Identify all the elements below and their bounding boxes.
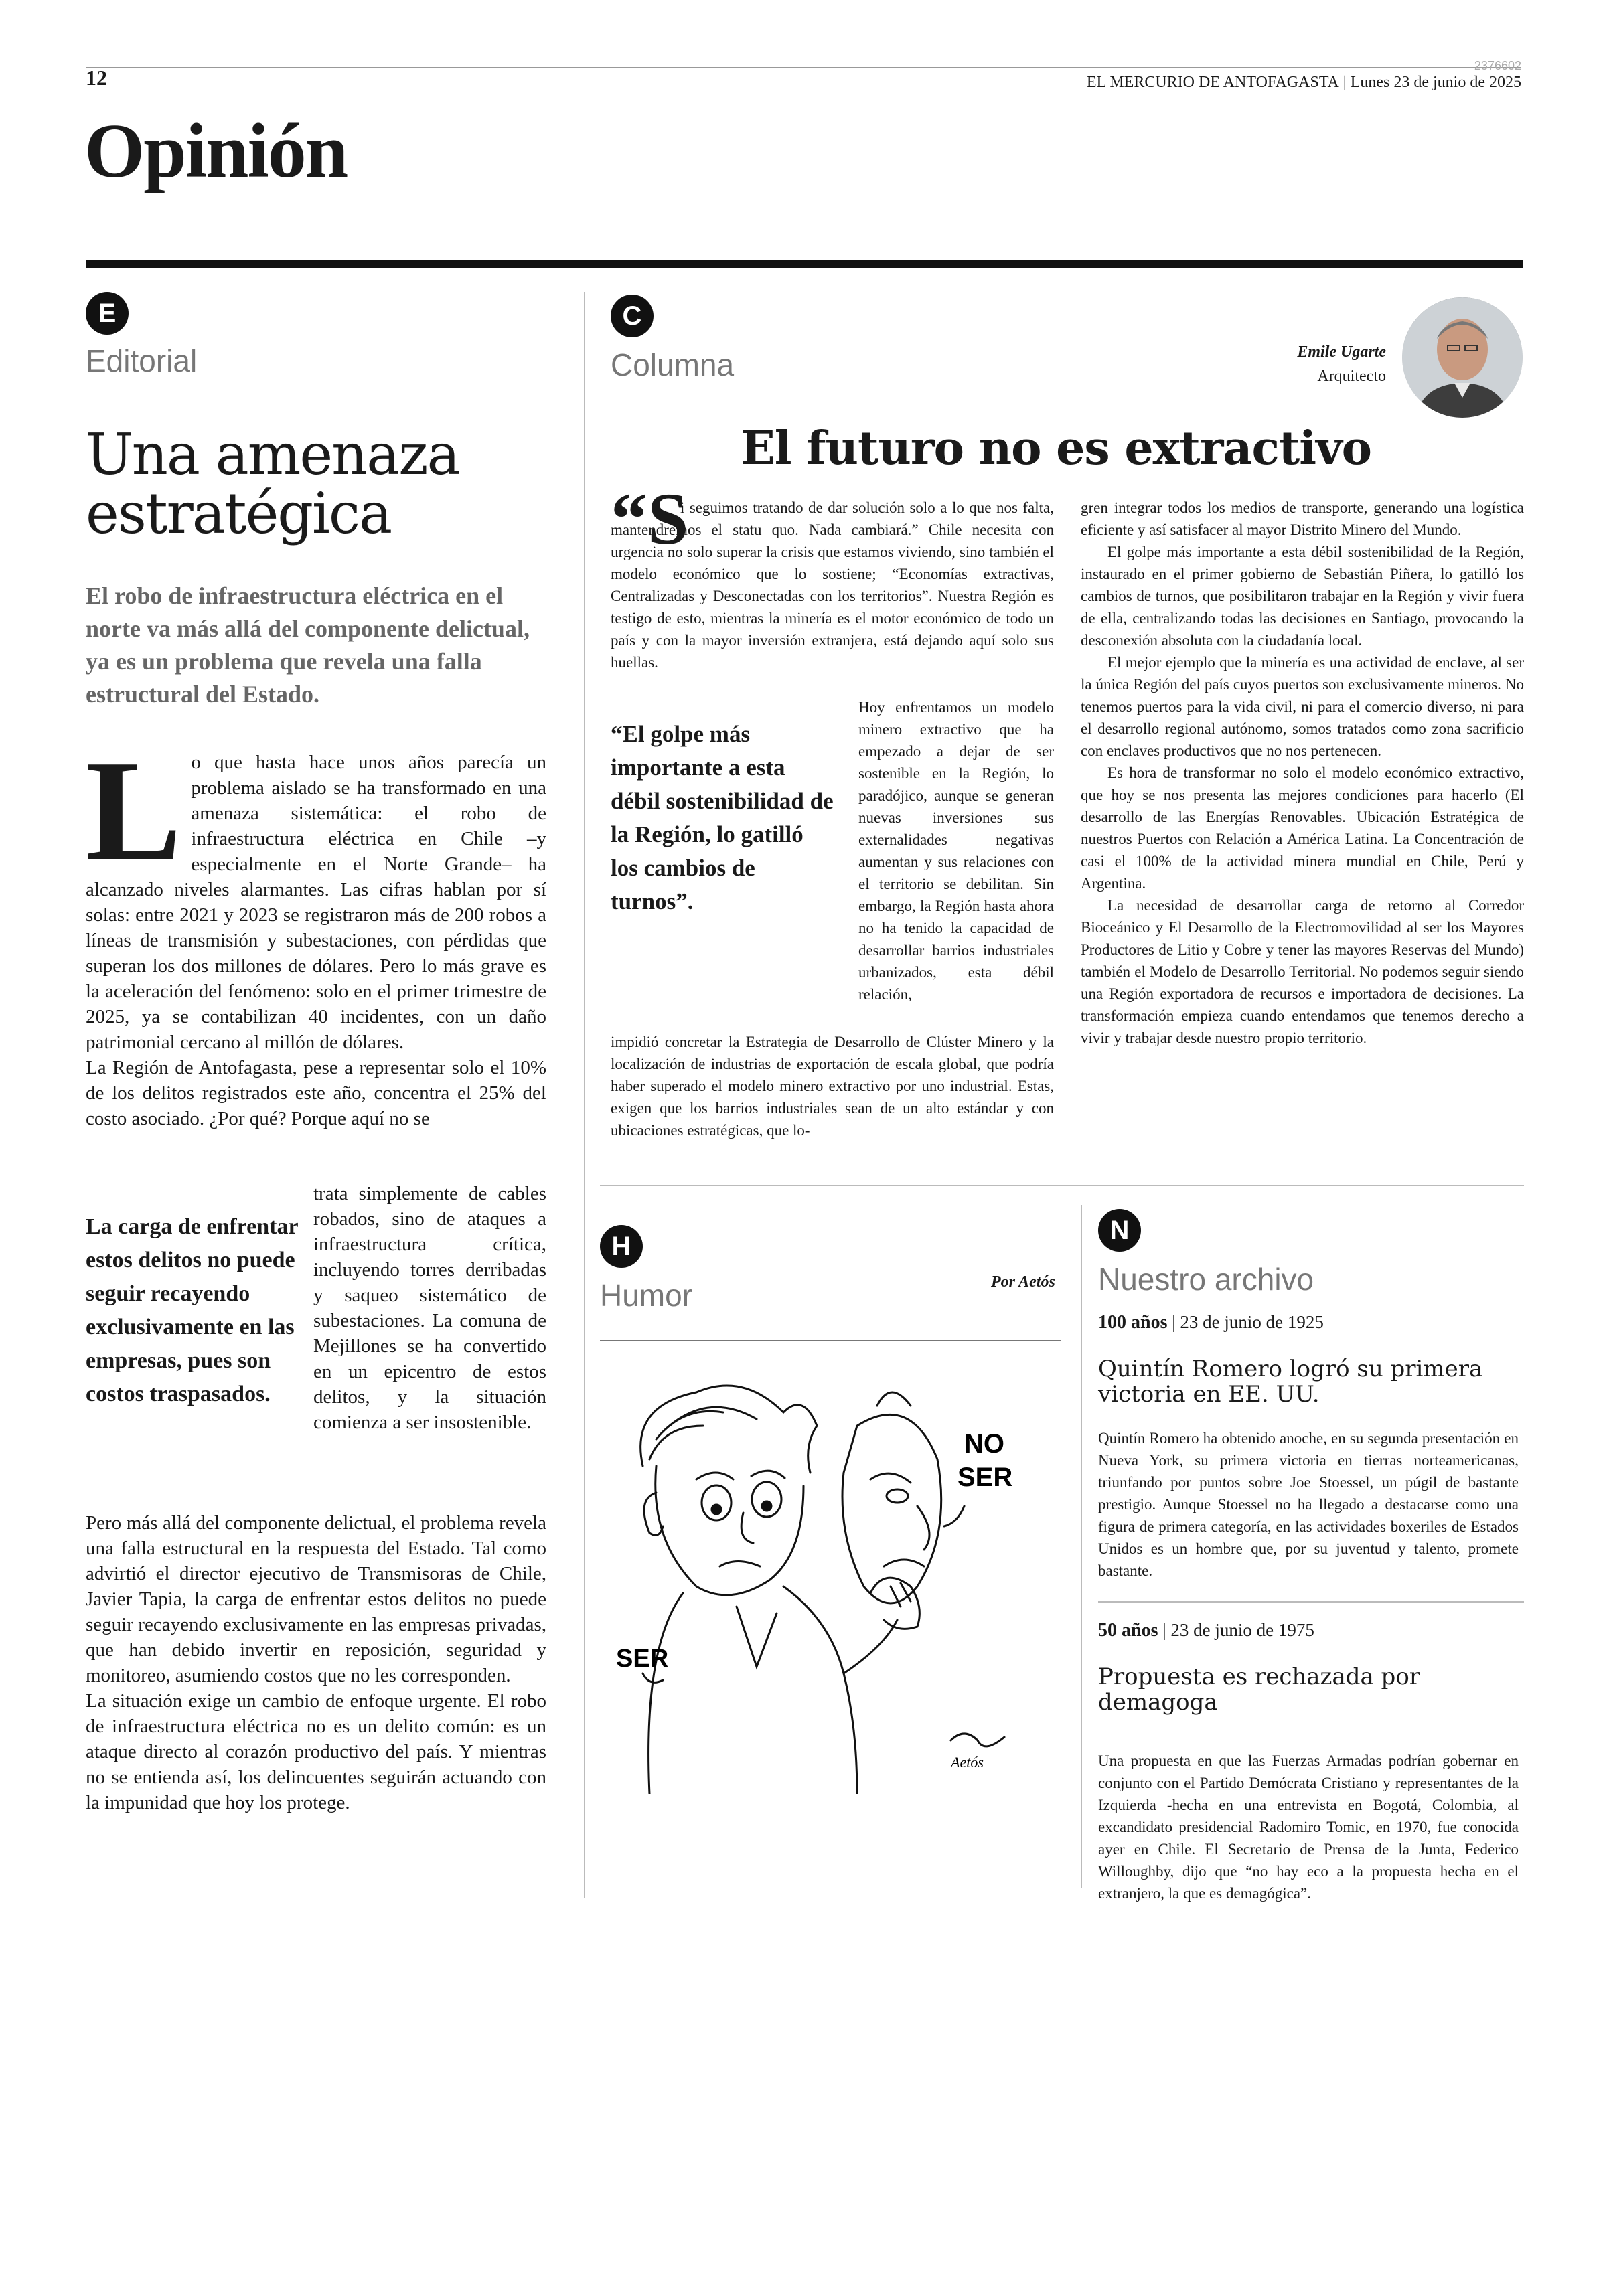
editorial-paragraph: La Región de Antofagasta, pese a representar solo el 10% de los delitos registrados este año, concentra el 25% del costo asociado. ¿Por qué? Porque aquí no se [86,1057,546,1129]
column-paragraph: Hoy enfrentamos un modelo minero extractivo que ha empezado a dejar de ser sostenible en la Región, lo paradójico, aunque se generan nuevas inversiones sus externalidades negativas aumentan y sus relaciones con el territorio se debilitan. Sin embargo, la Región hasta ahora no ha tenido la capacidad de desarrollar barrios industriales urbanizados, esta débil relación, [858,699,1054,1003]
page-number: 12 [86,66,107,90]
column-author-name: Emile Ugarte [1297,343,1386,361]
masthead: EL MERCURIO DE ANTOFAGASTA | Lunes 23 de junio de 2025 [1086,74,1521,91]
editorial-lead: El robo de infraestructura eléctrica en el norte va más allá del componente delictual, ya es un problema que revela una falla estructural del Estado. [86,582,530,708]
column-pull-quote: “El golpe más importante a esta débil sostenibilidad de la Región, lo gatilló los cambios de turnos”. [611,721,834,914]
editorial-badge: E [86,292,129,335]
column-dropcap: “S [611,478,689,560]
editorial-body-top [86,730,546,1131]
column-badge: C [611,295,654,337]
issue-date: Lunes 23 de junio de 2025 [1350,74,1521,91]
author-photo [1402,297,1523,418]
humor-label: Humor [600,1278,693,1313]
archive-item-title: Quintín Romero logró su primera victoria en EE. UU. [1098,1356,1483,1408]
archive-separator [1098,1601,1524,1603]
editorial-body-bottom [86,1510,546,1815]
column-author-block [1297,340,1386,388]
column-title: El futuro no es extractivo [740,422,1372,475]
editorial-title: Una amenaza estratégica [86,422,459,546]
page-code: 2376602 [1474,59,1521,72]
column-bottom-rule [600,1185,1524,1186]
column-paragraph: Es hora de transformar no solo el modelo económico extractivo, que hoy se nos presenta las mejores condiciones para hacerlo (El desarrollo de las Energías Renovables. Ubicación Estratégica de nuestros Puertos con Relación a América Latina. La Concentración de casi el 100% de la actividad minera mundial en Chile, Perú y Argentina. [1081,764,1524,892]
column-paragraph: La necesidad de desarrollar carga de retorno al Corredor Bioceánico y El Desarrollo de la Electromovilidad al ser los Mayores Productores de Litio y Cobre y tener las mayores Reservas del Mundo) también el Modelo de Desarrollo Territorial. No podemos seguir siendo una Región exportadora de recursos e importadora de decisiones. La transformación empieza cuando entendamos que tenemos derecho a vivir y trabajar desde nuestro propio territorio. [1081,897,1524,1046]
editorial-paragraph: o que hasta hace unos años parecía un problema aislado se ha transformado en una amenaza sistemática: el robo de infraestructura eléctrica en Chile –y especialmente en el Norte Grande– ha alcanzado niveles alarmantes. Las cifras hablan por sí solas: entre 2021 y 2023 se registraron más de 200 robos a líneas de transmisión y subestaciones, con pérdidas que superan los dos millones de dólares. Pero lo más grave es la aceleración del fenómeno: solo en el primer trimestre de 2025, ya se contabilizan 40 incidentes, con un daño patrimonial cercano al millón de dólares. [86,752,546,1053]
archive-item [1098,1312,1519,1582]
section-rule [86,260,1523,268]
archive-item-header: 100 años | 23 de junio de 1925 [1098,1312,1324,1333]
humor-rule [600,1340,1061,1341]
author-portrait-icon [1402,297,1523,418]
editorial-label: Editorial [86,343,198,378]
column-paragraph: i seguimos tratando de dar solución solo a lo que nos falta, mantendremos el statu quo. Nada cambiará.” Chile necesita con urgencia no solo superar la crisis que estamos viviendo, sino también el modelo económico que lo sostiene; “Economías extractivas, Centralizadas y Desconectadas con los territorios”. Nuestra Región es testigo de esto, mientras la minería es el motor económico de todo un país y con la mayor inversión extranjera, está dejando aquí solo sus huellas. [611,499,1054,671]
archive-badge: N [1098,1209,1141,1252]
archive-divider [1081,1205,1082,1888]
column-paragraph: impidió concretar la Estrategia de Desarrollo de Clúster Minero y la localización de industrias de exportación de escala global, que podría haber superado el modelo minero extractivo por uno industrial. Estas, exigen que los barrios industriales sean de un alto estándar y con ubicaciones estratégicas, que lo- [611,1034,1054,1139]
editorial-dropcap: L [86,730,182,890]
column-paragraph: gren integrar todos los medios de transporte, generando una logística eficiente y así satisfacer al mayor Distrito Minero del Mundo. [1081,499,1524,538]
archive-item-header: 50 años | 23 de junio de 1975 [1098,1620,1314,1641]
cartoon-word-right-bottom: SER [958,1463,1013,1492]
archive-date: 23 de junio de 1975 [1170,1620,1314,1640]
editorial-side-text: trata simplemente de cables robados, sino de ataques a infraestructura crítica, incluyendo torres derribadas y saqueo sistemático de subestaciones. La comuna de Mejillones se ha convertido en un epicentro de estos delitos, y la situación comienza a ser insostenible. [313,1183,546,1433]
top-rule [86,67,1521,68]
cartoon-word-right-top: NO [964,1429,1004,1459]
column-paragraph: El mejor ejemplo que la minería es una actividad de enclave, al ser la única Región del país cuyos puertos son exclusivamente mineros. No tenemos puertos para la vida civil, ni para el comercio diverso, ni para el desarrollo regional autónomo, somos tratados como zona sacrificio con enclaves productivos que no nos pertenecen. [1081,654,1524,759]
cartoon-word-left: SER [616,1645,669,1673]
archive-item-body: Una propuesta en que las Fuerzas Armadas podrían gobernar en conjunto con el Partido Demócrata Cristiano y representantes de la Izquierda -hecha en una entrevista en Bogotá, Colombia, al excandidato presidencial Radomiro Tomic, en 1970, fue conocida ayer en Chile. El Secretario de Prensa de la Junta, Federico Willoughby, dijo que “no hay eco a la propuesta hecha en el extranjero, la que es demagógica”. [1098,1752,1519,1902]
archive-item-title: Propuesta es rechazada por demagoga [1098,1663,1421,1716]
column-right-text [1081,497,1524,1049]
column-paragraph: El golpe más importante a esta débil sostenibilidad de la Región, instaurado en el primer gobierno de Sebastián Piñera, lo gatilló los cambios de turnos, que posibilitaron trabajar en la Región y vivir fuera de ella, centralizando todas las decisiones en Santiago, provocando la desconexión absoluta con la ciudadanía local. [1081,544,1524,649]
archive-years: 50 años [1098,1620,1158,1641]
newspaper-name: EL MERCURIO DE ANTOFAGASTA [1086,74,1339,91]
editorial-paragraph: Pero más allá del componente delictual, el problema revela una falla estructural en la respuesta del Estado. Tal como advirtió el director ejecutivo de Transmisoras de Chile, Javier Tapia, la carga de enfrentar estos delitos no puede seguir recayendo exclusivamente en las empresas privadas, que han debido invertir en reposición, seguridad y monitoreo, asumiendo costos que no les corresponden. [86,1512,546,1686]
archive-item-body: Quintín Romero ha obtenido anoche, en su segunda presentación en Nueva York, su primera victoria en tierras norteamericanas, triunfando por puntos sobre Joe Stoessel, un púgil de bastante prestigio. Aunque Stoessel no ha llegado a destacarse como una figura de primera categoría, en las actividades boxeriles de Estados Unidos es un hombre que, por su juventud y talento, promete bastante. [1098,1430,1519,1579]
humor-badge: H [600,1225,643,1268]
archive-date: 23 de junio de 1925 [1180,1312,1324,1332]
archive-years: 100 años [1098,1312,1168,1333]
column-author-role: Arquitecto [1317,367,1386,385]
cartoon-illustration [603,1366,1058,1794]
column-divider [584,292,585,1898]
humor-byline: Por Aetós [991,1273,1055,1291]
cartoon-signature: Aetós [951,1754,984,1771]
column-label: Columna [611,347,735,382]
editorial-pull-quote: La carga de enfrentar estos delitos no puede seguir recayendo exclusivamente en las empresas, pues son costos traspasados. [86,1214,298,1406]
archive-label: Nuestro archivo [1098,1262,1314,1297]
archive-item [1098,1620,1519,1904]
section-title: Opinión [84,108,348,194]
editorial-paragraph: La situación exige un cambio de enfoque urgente. El robo de infraestructura eléctrica no es un delito común: es un ataque directo al corazón productivo del país. Y mientras no se entienda así, los delincuentes seguirán actuando con la impunidad que hoy los protege. [86,1690,546,1813]
